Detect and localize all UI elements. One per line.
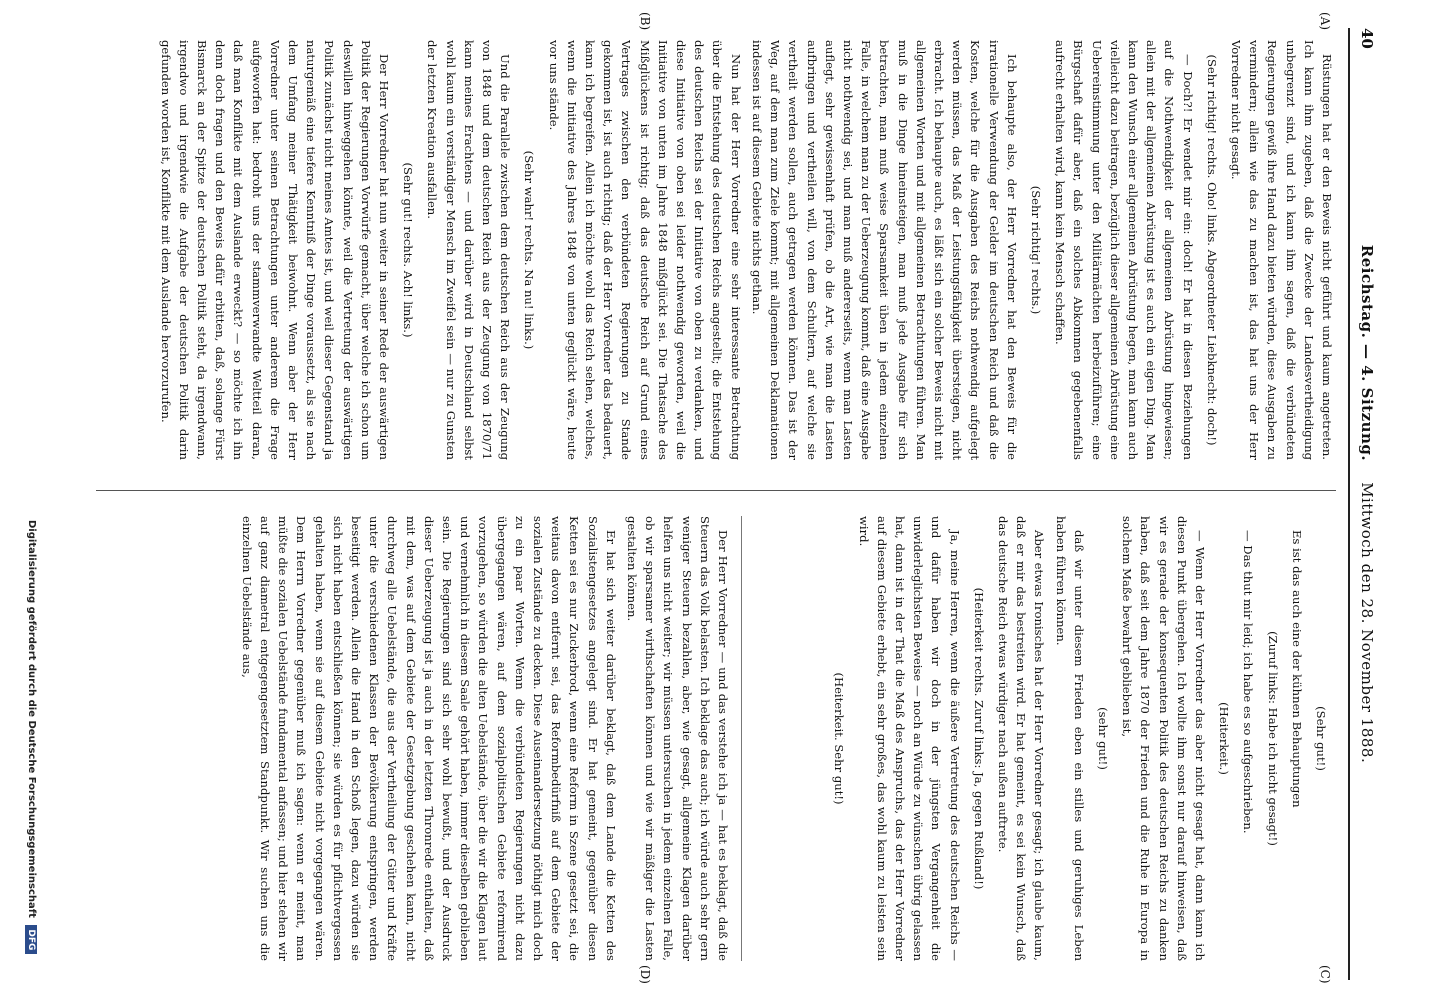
paragraph: Ja, meine Herren, wenn die äußere Vertretung des deutschen Reichs — und dafür haben wir doch in der jüngsten Vergangenheit die unwiderleglichsten Beweise — noch an Würde zu wünschen übrig gelassen hat, dann ist in der That die Maß des Anspruchs, das der Herr Vorredner auf diesem Gebiete erhebt, ein sehr großes, das wohl kaum zu leisten sein wird. [856, 516, 962, 961]
paragraph: Aber etwas Ironisches hat der Herr Vorredner gesagt; ich glaube kaum, daß er mir das bestreiten wird. Er hat gemeint, es sei kein Wunsch, daß das deutsche Reich etwas würdiger nach außen auftrete. [995, 516, 1047, 961]
paragraph: Nun hat der Herr Vorredner eine sehr interessante Betrachtung über die Entstehung des deutschen Reichs angestellt; die Entstehung des deutschen Reichs sei der Initiative von oben zu verdanken, und diese Initiative von oben sei leider nothwendig geworden, weil die Initiative von unten im Jahre 1848 mißglückt sei. Die Thatsache des Mißglückens ist richtig; daß das deutsche Reich auf Grund eines Vertrages zwischen den verbündeten Regierungen zu Stande gekommen ist, ist auch richtig; daß der Herr Vorredner das bedauert, kann ich begreifen. Allein ich möchte wohl das Reich sehen, welches, wenn die Initiative des Jahres 1848 von unten geglückt wäre, heute vor uns stände. [546, 40, 743, 460]
interjection: (Sehr gut!) [1314, 706, 1328, 771]
header-session: Reichstag. — 4. Sitzung. [1358, 244, 1376, 462]
paragraph: Der Herr Vorredner hat nun weiter in seiner Rede der auswärtigen Politik der Regierungen Vorwürfe gemacht, über welche ich schon um deswillen hinweggehen könnte, weil die Vertretung der auswärtigen Politik zunächst nicht meines Amtes ist, und weil dieser Gegenstand ja naturgemäß eine tiefere Kenntniß der Dinge voraussetzt, als sie nach dem Umfang meiner Thätigkeit beiwohnt. Wenn aber der Herr Vorredner unter seinen Betrachtungen unter anderem die Frage aufgeworfen hat: bedroht uns der stammverwandte Weltteil daran, daß man Konflikte mit dem Auslande erweckt? — so möchte ich ihn denn doch fragen und den Beweis dafür erbitten, daß, solange Fürst Bismarck an der Spitze der deutschen Politik steht, da irgendwann, irgendwo und irgendwie die Aufgabe der deutschen Politik darin gefunden worden ist, Konflikte mit dem Auslande hervorzurufen. [158, 40, 392, 460]
margin-mark-a: (A) [1318, 12, 1332, 31]
column-divider [96, 490, 1336, 491]
interjection: (Sehr richtig! rechts.) [1028, 185, 1043, 315]
interjection: (Sehr gut! rechts. Ach! links.) [401, 162, 416, 338]
margin-mark-d: (D) [638, 965, 652, 984]
interjection: (Sehr wahr! rechts. Na nu! links.) [522, 150, 537, 350]
paragraph: daß wir unter diesem Frieden eben ein stilles und geruhiges Leben haben führen können. [1053, 516, 1086, 961]
paragraph: — Doch?! Er wendet mir ein: doch! Er hat in diesen Beziehungen auf die Nothwendigkeit der allgemeinen Abrüstung hingewiesen; allein mit der allgemeinen Abrüstung ist es auch ein eigen Ding. Man kann den Wunsch einer allgemeinen Abrüstung hegen, man kann auch vielleicht dazu beitragen, bezüglich dieser allgemeinen Abrüstung eine Uebereinstimmung unter den Militärmächten herbeizuführen; eine Bürgschaft dafür aber, daß ein solches Abkommen gegebenenfalls aufrecht erhalten wird, kann kein Mensch schaffen. [1053, 40, 1195, 460]
paragraph: Der Herr Vorredner — und das verstehe ich ja — hat es beklagt, daß die Steuern das Volk belasten. Ich beklage das auch; ich würde auch sehr gern weniger Steuern bezahlen, aber, wie gesagt, allgemeine Klagen darüber helfen uns nicht weiter; wir müssen untersuchen in jedem einzelnen Falle, ob wir sparsamer wirthschaften können und wie wir mäßiger die Lasten gestalten können. [624, 516, 730, 961]
paragraph: — Wenn der Herr Vorredner das aber nicht gesagt hat, dann kann ich diesen Punkt übergehen. Ich wollte ihm sonst nur darauf hinweisen, daß wir es gerade der konsequenten Politik des deutschen Reichs zu danken haben, daß seit dem Jahre 1870 der Frieden und die Ruhe in Europa in solchem Maße bewahrt geblieben ist, [1120, 516, 1207, 961]
credit-text: Digitalisierung gefördert durch die Deutsche Forschungsgemeinschaft [26, 520, 37, 918]
margin-mark-c: (C) [1318, 965, 1332, 984]
running-header [1348, 28, 1384, 980]
digitization-credit [25, 520, 37, 990]
paragraph: Und die Parallele zwischen dem deutschen Reich aus der Zeugung von 1848 und dem deutschen Reich aus der Zeugung von 1870/71 kann meines Erachtens — und darüber wird in Deutschland selbst wohl kaum ein verständiger Mensch im Zweifel sein — nur zu Gunsten der letzten Kreation ausfallen. [425, 40, 513, 460]
interjection: (Sehr richtig! rechts. Oho! links. Abgeordneter Liebknecht: doch!) [1204, 54, 1219, 446]
interjection: (Heiterkeit. Sehr gut!) [832, 672, 847, 805]
dfg-logo: DFG [25, 925, 37, 954]
paragraph: Es ist das auch eine der kühnen Behauptungen [1289, 530, 1304, 808]
paragraph: — Das thut mir leid; ich habe es so aufgeschrieben. [1241, 530, 1256, 834]
margin-mark-b: (B) [638, 12, 652, 31]
header-date: Mittwoch den 28. November 1888. [1358, 482, 1376, 764]
right-column-lower [96, 516, 732, 961]
paragraph: Er hat sich weiter darüber beklagt, daß dem Lande die Ketten des Sozialistengesetzes angelegt sind. Er hat gemeint, gegenüber diesen Ketten sei es nur Zuckerbrod, wenn eine Reform in Szene gesetzt sei, die weitaus davon entfernt sei, das Reformbedürfniß auf dem Gebiete der sozialen Zustände zu decken. Diese Auseinandersetzung nöthigt mich doch zu ein paar Worten. Wenn die verbündeten Regierungen nicht dazu übergegangen wären, auf dem sozialpolitischen Gebiete reformirend vorzugehen, so würden die alten Uebelstände, über die wir die Klagen laut und vernehmlich in diesem Saale gehört haben, immer dieselben geblieben sein. Die Regierungen sind sich sehr wohl bewußt, und der Ausdruck dieser Ueberzeugung ist ja auch in der letzten Thronrede enthalten, daß mit dem, was auf dem Gebiete der Gesetzgebung geschehen kann, nicht durchweg alle Uebelstände, die aus der Vertheilung der Güter und Kräfte unter die verschiedenen Klassen der Bevölkerung entspringen, werden beseitigt werden. Allein die Hand in den Schoß legen, dazu würden sie sich nicht haben entschließen können; sie würden es für pflichtvergessen gehalten haben, wenn sie auf diesem Gebiete nicht vorgegangen wären. Dem Herrn Vorredner gegenüber muß ich sagen: wenn er meint, man müßte die sozialen Uebelstände fundamental anfassen; und hier stehen wir auf ganz diametral entgegengesetztem Standpunkt. Wir suchen uns die einzelnen Uebelstände aus, [239, 516, 618, 961]
paragraph: Ich behaupte also, der Herr Vorredner hat den Beweis für die irrationelle Verwendung der Gelder im deutschen Reich und daß die Kosten, welche für die Ausgaben des Reichs nothwendig aufgelegt werden müssen, das Maß der Leistungsfähigkeit übersteigen, nicht erbracht. Ich behaupte auch, es läßt sich ein solcher Beweis nicht mit allgemeinen Worten und mit allgemeinen Betrachtungen führen. Man muß in die Dinge hineinsteigen, man muß jede Ausgabe für sich betrachten, man muß weise Sparsamkeit üben in jedem einzelnen Falle, in welchem man zu der Ueberzeugung kommt, daß eine Ausgabe nicht nothwendig sei, und man muß andererseits, wenn man Lasten auflegt, sehr gewissenhaft prüfen, ob die Art, wie man die Lasten aufbringen und vertheilen will, von dem Schultern, auf welche sie vertheilt werden sollen, auch getragen werden können. Das ist der Weg, auf dem man zum Ziele kommt; mit allgemeinen Deklamationen indessen ist auf diesem Gebiete nichts gethan. [749, 40, 1019, 460]
interjection: (sehr gut!) [1095, 707, 1110, 770]
page-number: 40 [1358, 28, 1376, 49]
header-title [1358, 88, 1376, 920]
section-rule [741, 516, 742, 961]
interjection: (Zuruf links: Habe ich nicht gesagt!) [1265, 631, 1280, 846]
left-column [96, 40, 1336, 460]
paragraph: Rüstungen hat er den Beweis nicht geführt und kaum angetreten. Ich kann ihm zugeben, daß die Zwecke der Landesvertheidigung unbegrenzt sind, und ich kann ihm sagen, daß die verbündeten Regierungen gewiß ihre Hand dazu bieten würden, diese Ausgaben zu vermindern; allein wie das zu machen ist, das hat uns der Herr Vorredner nicht gesagt. [1228, 40, 1334, 460]
interjection: (Heiterkeit rechts. Zuruf links: Ja, gegen Rußland!) [971, 587, 986, 890]
right-column-upper [746, 516, 1336, 961]
interjection: (Heiterkeit.) [1217, 702, 1232, 775]
